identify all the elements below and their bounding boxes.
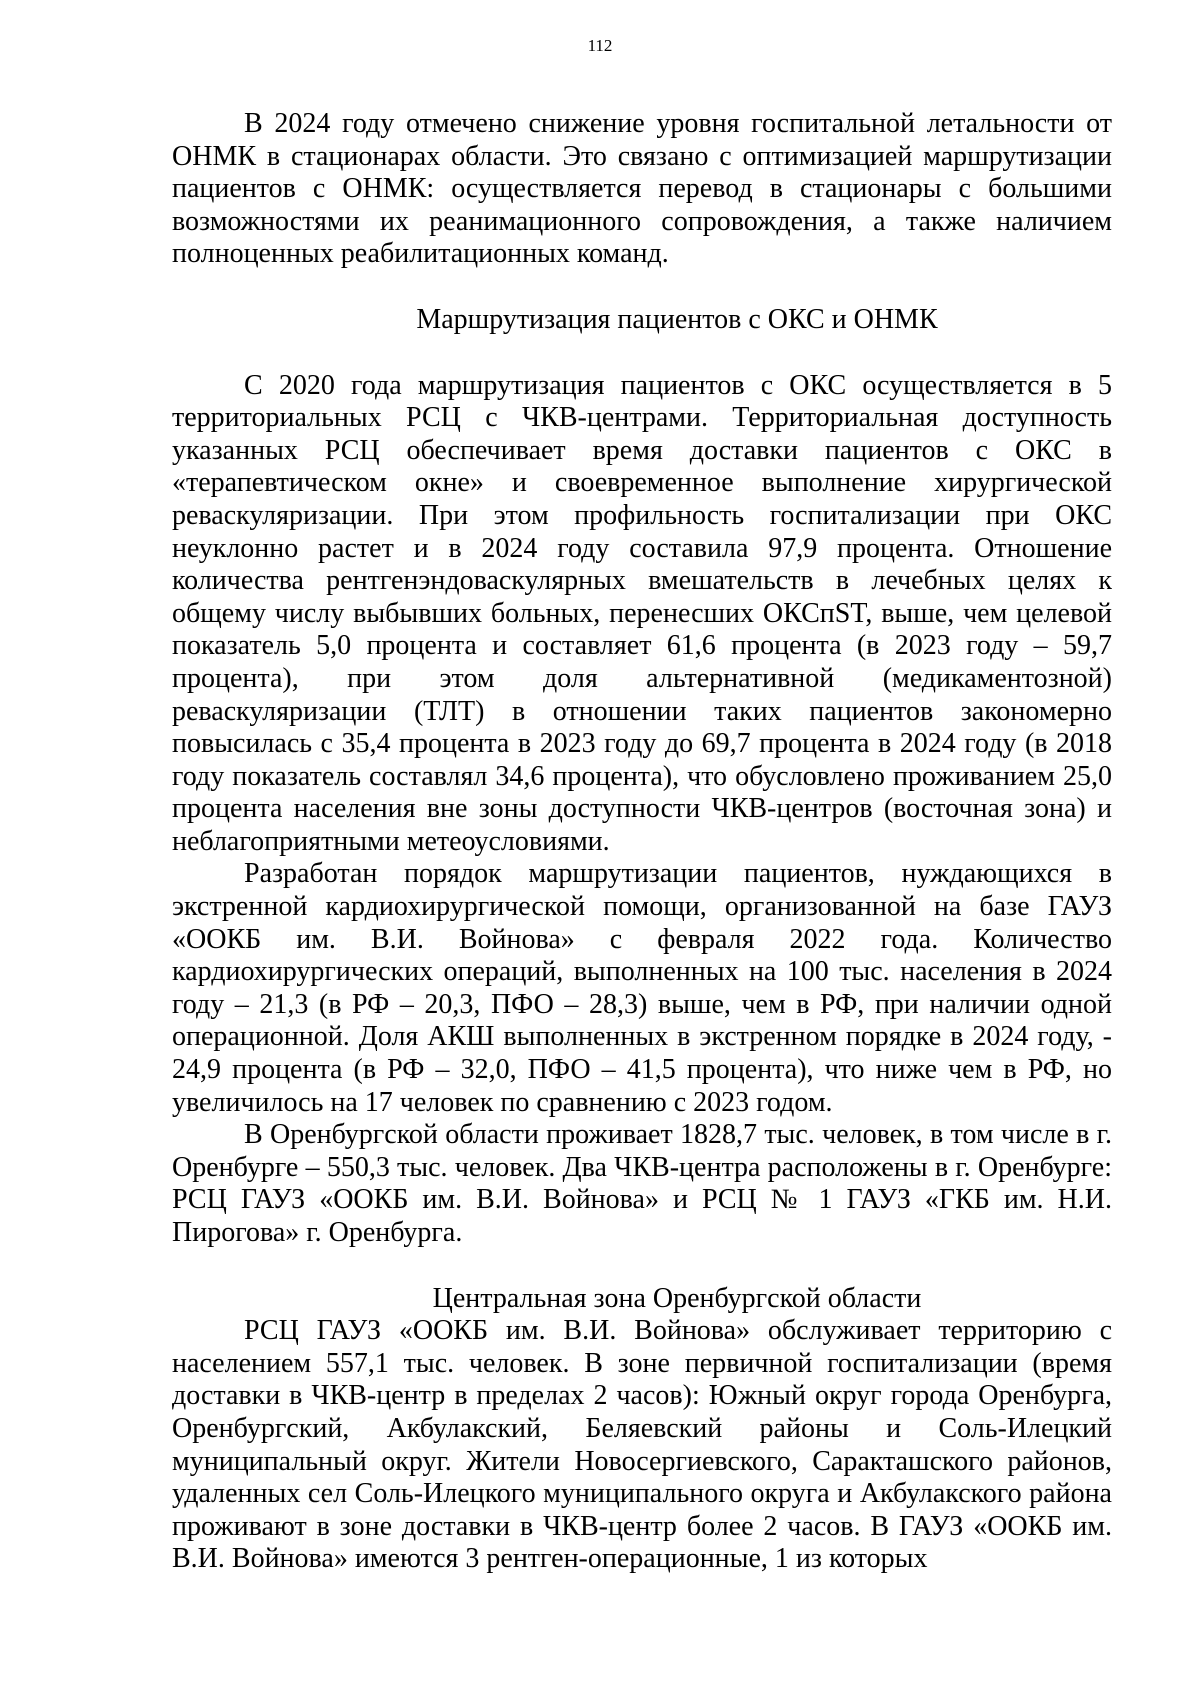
page-content bbox=[172, 108, 1112, 1576]
section-heading-central-zone: Центральная зона Оренбургской области bbox=[432, 1282, 922, 1314]
paragraph-mortality-decline: В 2024 году отмечено снижение уровня госпитальной летальности от ОНМК в стационарах области. Это связано с оптимизацией маршрутизации пациентов с ОНМК: осуществляется перевод в стационары с большими возможностями их реанимационного сопровождения, а также наличием полноценных реабилитационных команд. bbox=[172, 108, 1112, 270]
paragraph-oks-routing: С 2020 года маршрутизация пациентов с ОКС осуществляется в 5 территориальных РСЦ с ЧКВ-центрами. Территориальная доступность указанных РСЦ обеспечивает время доставки пациентов с ОКС в «терапевтическом окне» и своевременное выполнение хирургической реваскуляризации. При этом профильность госпитализации при ОКС неуклонно растет и в 2024 году составила 97,9 процента. Отношение количества рентгенэндоваскулярных вмешательств в лечебных целях к общему числу выбывших больных, перенесших ОКСпST, выше, чем целевой показатель 5,0 процента и составляет 61,6 процента (в 2023 году – 59,7 процента), при этом доля альтернативной (медикаментозной) реваскуляризации (ТЛТ) в отношении таких пациентов закономерно повысилась с 35,4 процента в 2023 году до 69,7 процента в 2024 году (в 2018 году показатель составлял 34,6 процента), что обусловлено проживанием 25,0 процента населения вне зоны доступности ЧКВ-центров (восточная зона) и неблагоприятными метеоусловиями. bbox=[172, 369, 1112, 857]
paragraph-population: В Оренбургской области проживает 1828,7 тыс. человек, в том числе в г. Оренбурге – 550,3 тыс. человек. Два ЧКВ-центра расположены в г. Оренбурге: РСЦ ГАУЗ «ООКБ им. В.И. Войнова» и РСЦ № 1 ГАУЗ «ГКБ им. Н.И. Пирогова» г. Оренбурга. bbox=[172, 1119, 1112, 1248]
paragraph-central-zone: РСЦ ГАУЗ «ООКБ им. В.И. Войнова» обслуживает территорию с населением 557,1 тыс. человек. В зоне первичной госпитализации (время доставки в ЧКВ-центр в пределах 2 часов): Южный округ города Оренбурга, Оренбургский, Акбулакский, Беляевский районы и Соль-Илецкий муниципальный округ. Жители Новосергиевского, Саракташского районов, удаленных сел Соль-Илецкого муниципального округа и Акбулакского района проживают в зоне доставки в ЧКВ-центр более 2 часов. В ГАУЗ «ООКБ им. В.И. Войнова» имеются 3 рентген-операционные, 1 из которых bbox=[172, 1315, 1112, 1575]
section-heading-routing: Маршрутизация пациентов с ОКС и ОНМК bbox=[416, 303, 938, 335]
paragraph-cardiac-surgery: Разработан порядок маршрутизации пациентов, нуждающихся в экстренной кардиохирургической помощи, организованной на базе ГАУЗ «ООКБ им. В.И. Войнова» с февраля 2022 года. Количество кардиохирургических операций, выполненных на 100 тыс. населения в 2024 году – 21,3 (в РФ – 20,3, ПФО – 28,3) выше, чем в РФ, при наличии одной операционной. Доля АКШ выполненных в экстренном порядке в 2024 году, - 24,9 процента (в РФ – 32,0, ПФО – 41,5 процента), что ниже чем в РФ, но увеличилось на 17 человек по сравнению с 2023 годом. bbox=[172, 858, 1112, 1118]
page-number: 112 bbox=[587, 36, 613, 55]
